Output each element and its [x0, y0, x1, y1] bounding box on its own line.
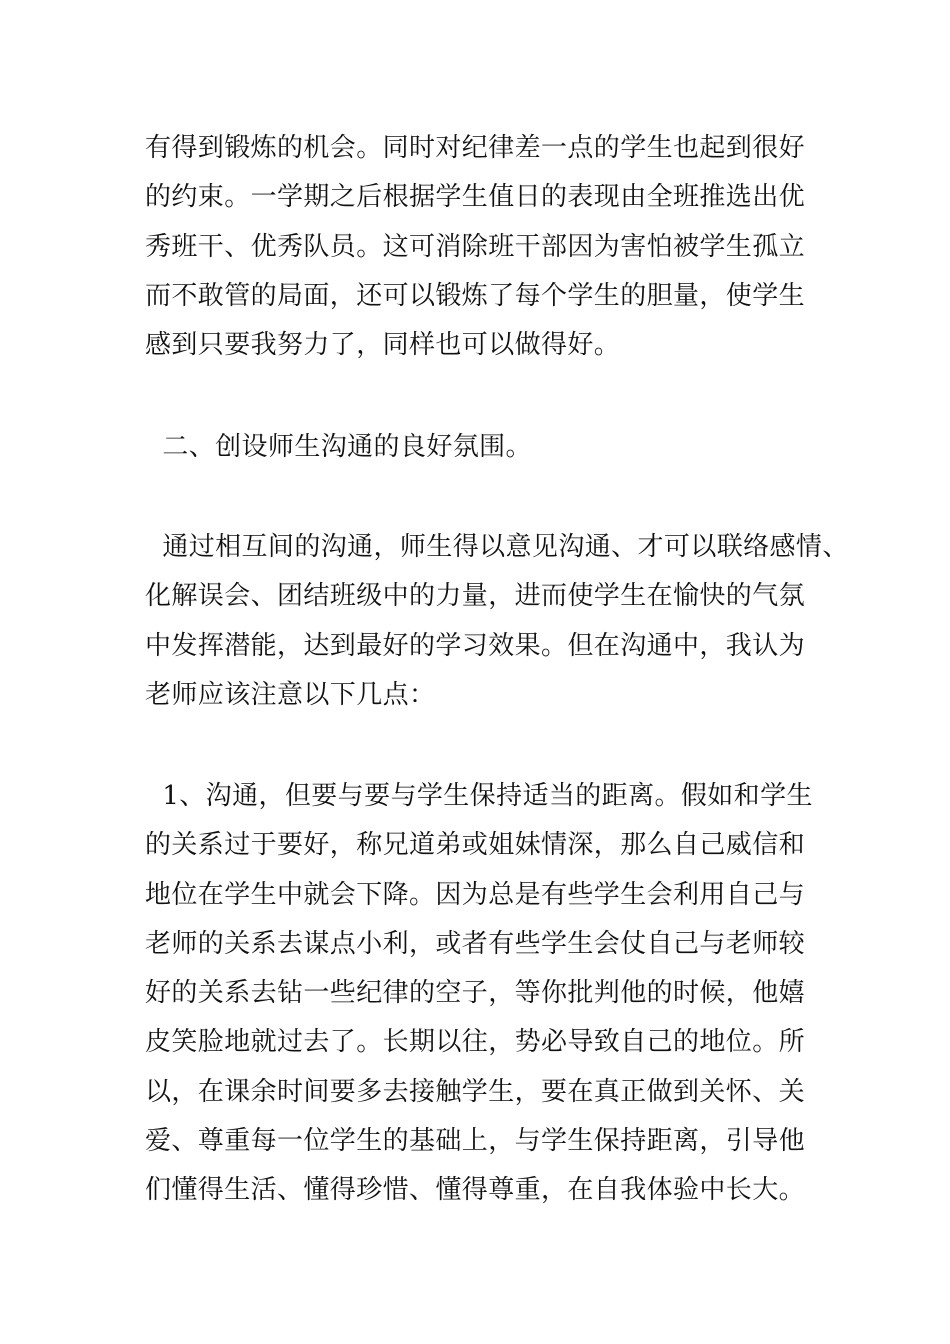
text-line: 的约束。一学期之后根据学生值日的表现由全班推选出优	[145, 182, 806, 213]
text-line: 而不敢管的局面，还可以锻炼了每个学生的胆量，使学生	[145, 280, 806, 311]
text-line: 化解误会、团结班级中的力量，进而使学生在愉快的气氛	[145, 581, 806, 612]
text-line: 老师应该注意以下几点：	[145, 679, 436, 710]
paragraph-1	[145, 124, 825, 370]
text-line: 好的关系去钻一些纪律的空子，等你批判他的时候，他嬉	[145, 978, 806, 1009]
text-line: 秀班干、优秀队员。这可消除班干部因为害怕被学生孤立	[145, 231, 806, 262]
heading-line: 二、创设师生沟通的良好氛围。	[145, 432, 532, 462]
text-line: 们懂得生活、懂得珍惜、懂得尊重，在自我体验中长大。	[145, 1175, 806, 1206]
section-heading	[145, 423, 825, 472]
text-line: 中发挥潜能，达到最好的学习效果。但在沟通中，我认为	[145, 630, 806, 661]
text-line: 以，在课余时间要多去接触学生，要在真正做到关怀、关	[145, 1076, 806, 1107]
paragraph-2	[145, 523, 849, 720]
text-line: 的关系过于要好，称兄道弟或姐妹情深，那么自己威信和	[145, 830, 806, 861]
text-line: 地位在学生中就会下降。因为总是有些学生会利用自己与	[145, 879, 806, 910]
text-line: 老师的关系去谋点小利，或者有些学生会仗自己与老师较	[145, 928, 806, 959]
text-line: 通过相互间的沟通，师生得以意见沟通、才可以联络感情、	[145, 532, 849, 562]
text-line: 有得到锻炼的机会。同时对纪律差一点的学生也起到很好	[145, 133, 806, 163]
text-line: 感到只要我努力了，同样也可以做得好。	[145, 330, 621, 361]
text-line: 爱、尊重每一位学生的基础上，与学生保持距离，引导他	[145, 1126, 806, 1157]
text-line: 皮笑脸地就过去了。长期以往，势必导致自己的地位。所	[145, 1027, 806, 1058]
text-line: 1、沟通，但要与要与学生保持适当的距离。假如和学生	[145, 781, 813, 811]
paragraph-3	[145, 772, 825, 1216]
